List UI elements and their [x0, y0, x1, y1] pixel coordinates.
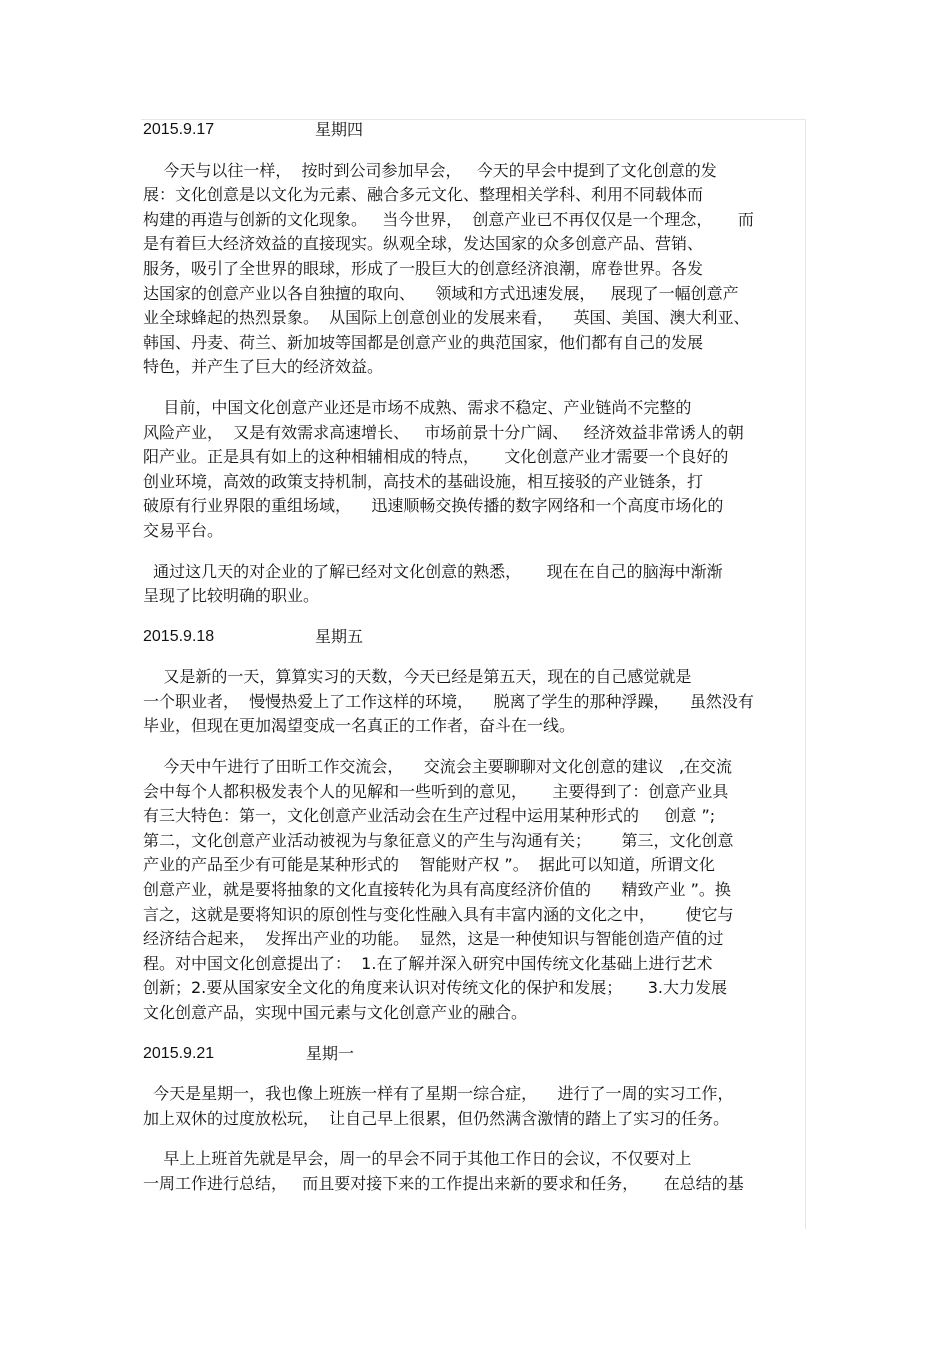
paragraph [143, 396, 803, 544]
text-line: 风险产业， 又是有效需求高速增长、 市场前景十分广阔、 经济效益非常诱人的朝 [143, 422, 744, 442]
text-line: 经济结合起来， 发挥出产业的功能。 显然，这是一种使知识与智能创造产值的过 [143, 929, 724, 949]
entry-weekday: 星期四 [315, 120, 364, 139]
text-line: 有三大特色：第一，文化创意产业活动会在生产过程中运用某种形式的 创意 ”; [143, 806, 716, 826]
text-line: 韩国、丹麦、荷兰、新加坡等国都是创意产业的典范国家，他们都有自己的发展 [143, 332, 704, 352]
text-line: 今天中午进行了田昕工作交流会， 交流会主要聊聊对文化创意的建议 ,在交流 [143, 757, 733, 777]
text-line: 达国家的创意产业以各自独擅的取向、 领域和方式迅速发展， 展现了一幅创意产 [143, 283, 739, 303]
text-line: 创新；2.要从国家安全文化的角度来认识对传统文化的保护和发展； 3.大力发展 [143, 978, 727, 998]
paragraph [143, 1147, 803, 1196]
text-line: 是有着巨大经济效益的直接现实。纵观全球，发达国家的众多创意产品、营销、 [143, 234, 704, 254]
text-line: 呈现了比较明确的职业。 [143, 586, 320, 606]
spacer [143, 1066, 803, 1082]
text-line: 构建的再造与创新的文化现象。 当今世界， 创意产业已不再仅仅是一个理念， 而 [143, 209, 754, 229]
text-line: 阳产业。正是具有如上的这种相辅相成的特点， 文化创意产业才需要一个良好的 [143, 447, 729, 467]
text-line: 加上双休的过度放松玩， 让自己早上很累，但仍然满含激情的踏上了实习的任务。 [143, 1108, 730, 1128]
text-line: 产业的产品至少有可能是某种形式的 智能财产权 ”。 据此可以知道，所谓文化 [143, 855, 715, 875]
text-line: 会中每个人都积极发表个人的见解和一些听到的意见， 主要得到了：创意产业具 [143, 781, 729, 801]
text-line: 一周工作进行总结， 而且要对接下来的工作提出来新的要求和任务， 在总结的基 [143, 1173, 744, 1193]
document-body [143, 118, 803, 1230]
spacer [143, 609, 803, 625]
text-line: 早上上班首先就是早会，周一的早会不同于其他工作日的会议，不仅要对上 [143, 1149, 692, 1169]
text-line: 又是新的一天，算算实习的天数，今天已经是第五天，现在的自己感觉就是 [143, 667, 692, 687]
entry-weekday: 星期五 [315, 626, 364, 646]
entry-header [143, 118, 803, 143]
entry-header [143, 625, 803, 650]
text-line: 破原有行业界限的重组场域， 迅速顺畅交换传播的数字网络和一个高度市场化的 [143, 496, 724, 516]
text-line: 毕业，但现在更加渴望变成一名真正的工作者，奋斗在一线。 [143, 716, 576, 736]
spacer [143, 1197, 803, 1213]
text-line: 今天是星期一，我也像上班族一样有了星期一综合症， 进行了一周的实习工作， [143, 1084, 734, 1104]
entry-date: 2015.9.17 [143, 121, 215, 138]
paragraph [143, 755, 803, 1026]
paragraph [143, 1082, 803, 1131]
text-line: 今天与以往一样， 按时到公司参加早会， 今天的早会中提到了文化创意的发 [143, 160, 717, 180]
text-line: 创意产业，就是要将抽象的文化直接转化为具有高度经济价值的 精致产业 ”。换 [143, 880, 731, 900]
entry-weekday: 星期一 [306, 1043, 355, 1063]
text-line: 一个职业者， 慢慢热爱上了工作这样的环境， 脱离了学生的那种浮躁， 虽然没有 [143, 691, 754, 711]
spacer [143, 1131, 803, 1147]
spacer [143, 143, 803, 159]
text-line: 第二，文化创意产业活动被视为与象征意义的产生与沟通有关； 第三，文化创意 [143, 830, 734, 850]
text-line: 服务，吸引了全世界的眼球，形成了一股巨大的创意经济浪潮，席卷世界。各发 [143, 258, 704, 278]
text-line: 业全球蜂起的热烈景象。 从国际上创意创业的发展来看， 英国、美国、澳大利亚、 [143, 308, 750, 328]
paragraph [143, 159, 803, 380]
paragraph [143, 560, 803, 609]
spacer [143, 649, 803, 665]
text-line: 特色，并产生了巨大的经济效益。 [143, 357, 384, 377]
entry-date: 2015.9.21 [143, 1044, 215, 1062]
text-line: 交易平台。 [143, 520, 224, 540]
text-line: 程。对中国文化创意提出了： 1.在了解并深入研究中国传统文化基础上进行艺术 [143, 953, 713, 973]
entry-date: 2015.9.18 [143, 627, 215, 645]
text-line: 目前，中国文化创意产业还是市场不成熟、需求不稳定、产业链尚不完整的 [143, 397, 692, 417]
spacer [143, 1026, 803, 1042]
text-line: 通过这几天的对企业的了解已经对文化创意的熟悉， 现在在自己的脑海中渐渐 [143, 561, 723, 581]
spacer [143, 739, 803, 755]
spacer [143, 544, 803, 560]
paragraph [143, 665, 803, 739]
text-line: 言之，这就是要将知识的原创性与变化性融入具有丰富内涵的文化之中， 使它与 [143, 904, 734, 924]
spacer [143, 380, 803, 396]
entry-header [143, 1042, 803, 1067]
text-line: 创业环境，高效的政策支持机制，高技术的基础设施，相互接驳的产业链条，打 [143, 471, 704, 491]
text-line: 展：文化创意是以文化为元素、融合多元文化、整理相关学科、利用不同载体而 [143, 185, 704, 205]
text-line: 文化创意产品，实现中国元素与文化创意产业的融合。 [143, 1003, 528, 1022]
